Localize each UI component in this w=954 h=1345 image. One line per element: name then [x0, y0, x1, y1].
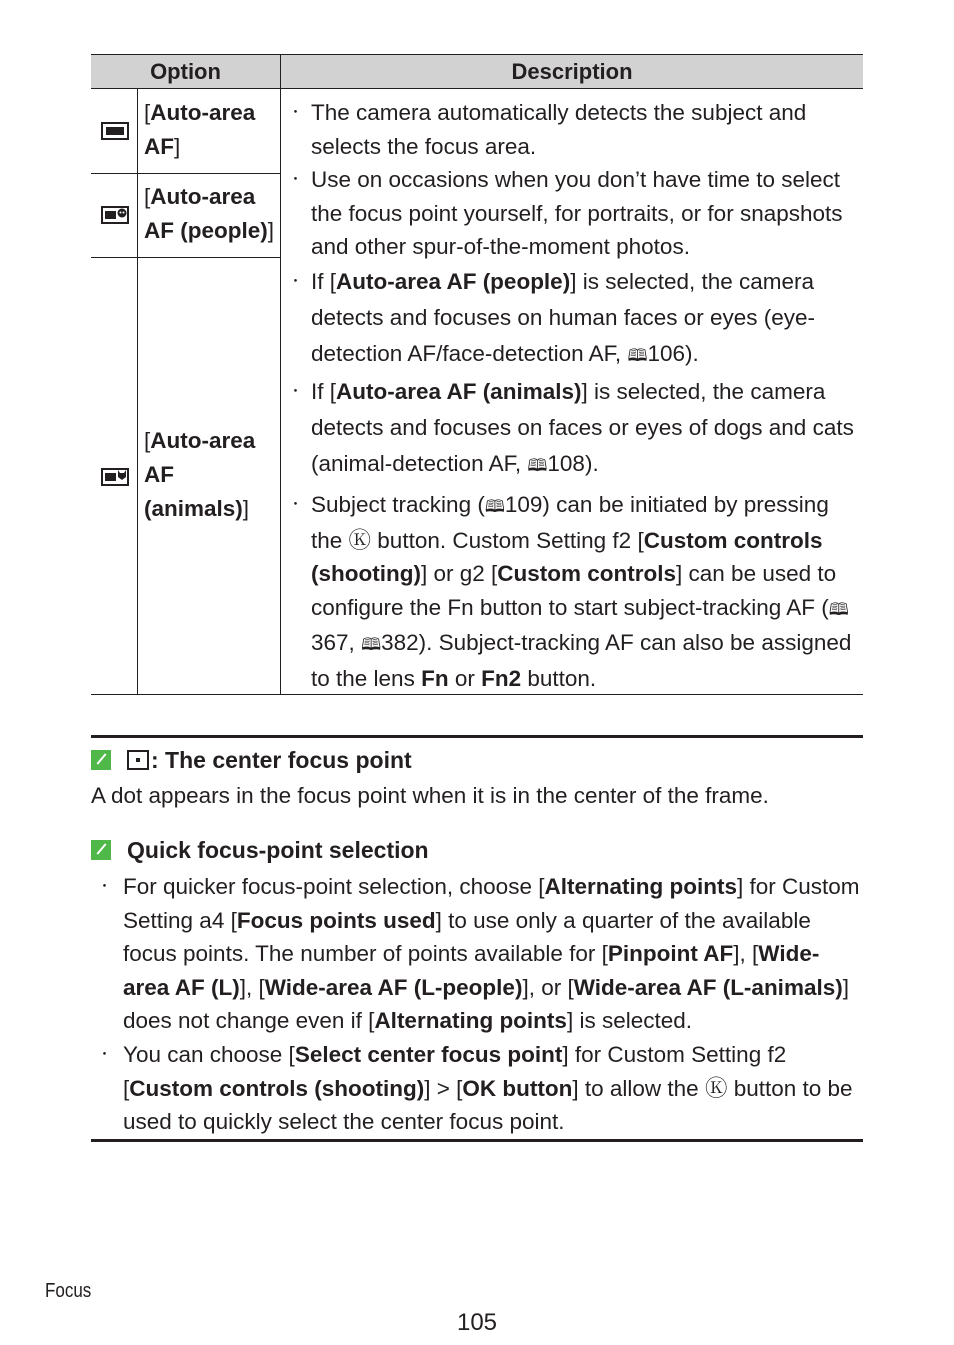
section-label: Focus: [45, 1280, 92, 1302]
description-item: ・ The camera automatically detects the subject and selects the focus area.: [296, 96, 861, 163]
list-item: ・ You can choose [Select center focus point] for Custom Setting f2 [Custom controls (shooting)] > [OK button] to allow the Ⓚ button to be used to quickly select the center focus point.: [91, 1038, 863, 1139]
quick-selection-list: [91, 870, 863, 1139]
auto-area-af-people-icon: [101, 204, 129, 230]
ok-button-icon: Ⓚ: [704, 1075, 728, 1101]
center-focus-point-icon: [127, 750, 149, 770]
ok-button-icon: Ⓚ: [348, 527, 372, 553]
list-item: ・ For quicker focus-point selection, choose [Alternating points] for Custom Setting a4 [Focus points used] to use only a quarter of the available focus points. The number of points available for [Pinpoint AF], [Wide-area AF (L)], [Wide-area AF (L-people)], or [Wide-area AF (L-animals)] does not change even if [Alternating points] is selected.: [91, 870, 863, 1038]
description-item: ・ Subject tracking (🕮109) can be initiated by pressing the Ⓚ button. Custom Setting f2 [Custom controls (shooting)] or g2 [Custom controls] can be used to configure the Fn button to start subject-tracking AF (🕮367, 🕮382). Subject-tracking AF can also be assigned to the lens Fn or Fn2 button.: [296, 488, 861, 696]
book-icon: 🕮: [828, 599, 849, 619]
note-pencil-icon: [91, 750, 111, 770]
options-table: [91, 54, 863, 695]
book-icon: 🕮: [627, 345, 648, 365]
note-title-center-focus: : The center focus point: [91, 745, 412, 775]
note-title-quick-selection: Quick focus-point selection: [91, 835, 429, 865]
header-description: Description: [281, 54, 863, 89]
description-item: ・ If [Auto-area AF (people)] is selected, the camera detects and focuses on human faces or eyes (eye-detection AF/face-detection AF, 🕮106).: [296, 264, 861, 374]
option-auto-area-af-animals: [Auto-area AF (animals)]: [144, 428, 256, 521]
option-auto-area-af-people: [Auto-area AF (people)]: [144, 184, 275, 243]
description-item: ・ Use on occasions when you don’t have time to select the focus point yourself, for portraits, or for snapshots and other spur-of-the-moment photos.: [296, 163, 861, 264]
page-number: 105: [456, 1309, 498, 1336]
note-body-center-focus: A dot appears in the focus point when it is in the center of the frame.: [91, 783, 769, 808]
row-divider: [91, 257, 280, 258]
option-auto-area-af: [Auto-area AF]: [144, 100, 256, 159]
note-pencil-icon: [91, 840, 111, 860]
row-divider: [91, 173, 280, 174]
description-list: [296, 96, 861, 696]
auto-area-af-animals-icon: [101, 466, 129, 492]
book-icon: 🕮: [527, 455, 548, 475]
note-top-rule: [91, 735, 863, 738]
icon-divider: [137, 89, 138, 695]
description-item: ・ If [Auto-area AF (animals)] is selected, the camera detects and focuses on faces or eyes of dogs and cats (animal-detection AF, 🕮108).: [296, 374, 861, 484]
note-bottom-rule: [91, 1139, 863, 1142]
book-icon: 🕮: [361, 635, 382, 655]
auto-area-af-icon: [101, 120, 129, 146]
header-option: Option: [91, 54, 280, 89]
book-icon: 🕮: [484, 496, 505, 516]
